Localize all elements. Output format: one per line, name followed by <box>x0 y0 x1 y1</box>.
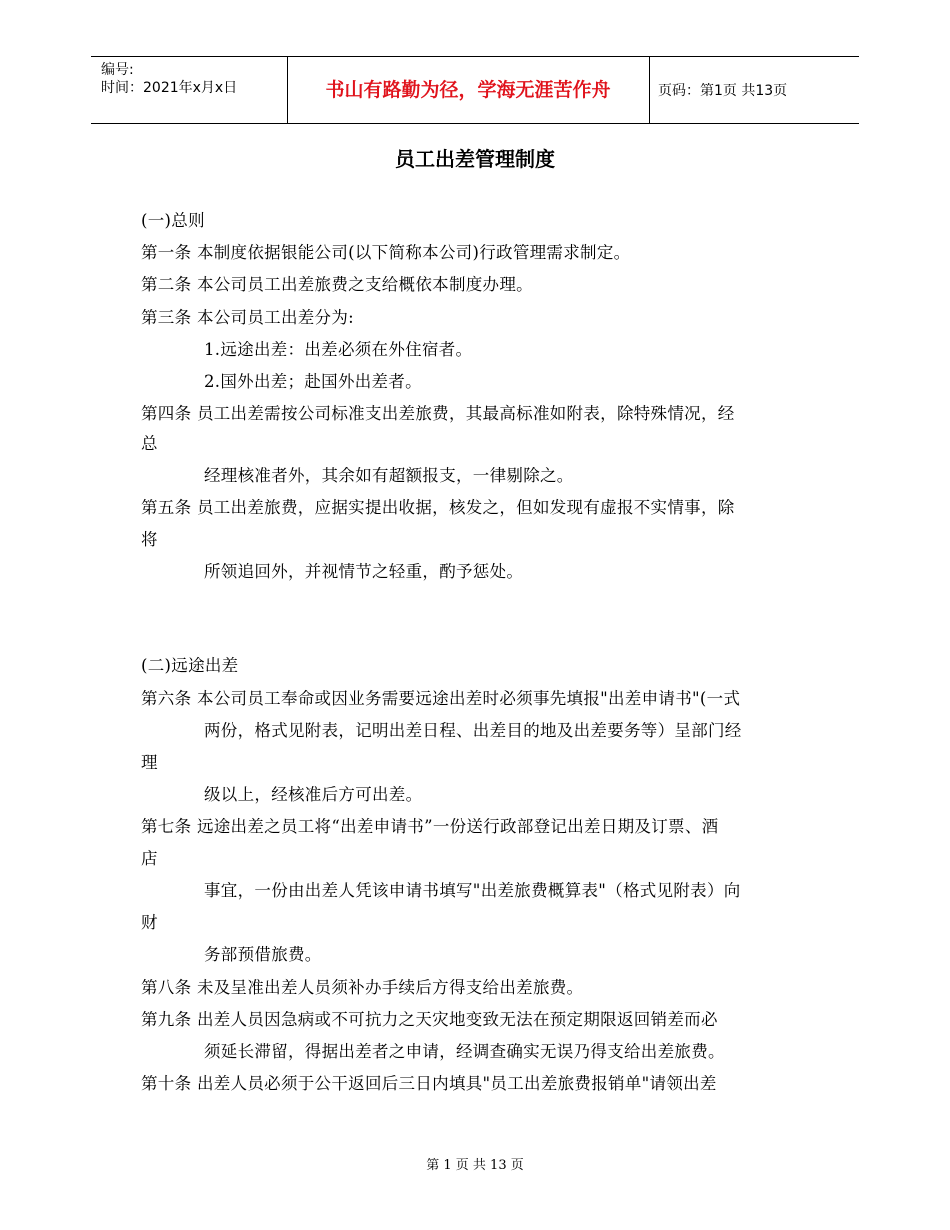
article-7-line-1: 第七条 远途出差之员工将“出差申请书”一份送行政部登记出差日期及订票、酒 <box>141 817 719 836</box>
header-page-cell <box>650 57 859 123</box>
article-6-line-1: 第六条 本公司员工奉命或因业务需要远途出差时必须事先填报"出差申请书"(一式 <box>141 689 741 708</box>
article-6-line-2: 两份，格式见附表，记明出差日程、出差目的地及出差要务等）呈部门经 <box>204 721 742 740</box>
section-heading-long-distance: (二)远途出差 <box>141 656 239 675</box>
document-title: 员工出差管理制度 <box>395 147 555 171</box>
article-7-wrap-2: 财 <box>141 913 158 932</box>
article-4-line-2: 经理核准者外，其余如有超额报支，一律剔除之。 <box>204 466 574 485</box>
page-header <box>91 56 859 124</box>
article-8: 第八条 未及呈准出差人员须补办手续后方得支给出差旅费。 <box>141 978 584 997</box>
article-4-wrap: 总 <box>141 434 158 453</box>
document-time-label: 时间：2021年x月x日 <box>101 80 238 96</box>
article-7-wrap-1: 店 <box>141 849 158 868</box>
document-number-label: 编号: <box>101 62 134 78</box>
article-5-line-2: 所领追回外，并视情节之轻重，酌予惩处。 <box>204 562 524 581</box>
article-3: 第三条 本公司员工出差分为: <box>141 308 355 327</box>
header-page-info: 页码：第1页 共13页 <box>658 83 788 99</box>
article-4-line-1: 第四条 员工出差需按公司标准支出差旅费，其最高标准如附表，除特殊情况，经 <box>141 404 735 423</box>
article-9-line-1: 第九条 出差人员因急病或不可抗力之天灾地变致无法在预定期限返回销差而必 <box>141 1010 718 1029</box>
article-7-line-2: 事宜，一份由出差人凭该申请书填写"出差旅费概算表"（格式见附表）向 <box>204 881 741 900</box>
article-1: 第一条 本制度依据银能公司(以下简称本公司)行政管理需求制定。 <box>141 243 631 262</box>
section-heading-general: (一)总则 <box>141 211 205 230</box>
article-5-wrap: 将 <box>141 530 158 549</box>
article-3-item-2: 2.国外出差；赴国外出差者。 <box>204 372 422 391</box>
page-footer: 第 1 页 共 13 页 <box>426 1158 524 1173</box>
article-10-line-1: 第十条 出差人员必须于公干返回后三日内填具"员工出差旅费报销单"请领出差 <box>141 1074 717 1093</box>
article-3-item-1: 1.远途出差：出差必须在外住宿者。 <box>204 340 473 359</box>
article-7-line-3: 务部预借旅费。 <box>204 945 322 964</box>
article-6-line-3: 级以上，经核准后方可出差。 <box>204 785 423 804</box>
article-6-wrap: 理 <box>141 753 158 772</box>
article-5-line-1: 第五条 员工出差旅费，应据实提出收据，核发之，但如发现有虚报不实情事，除 <box>141 498 735 517</box>
header-motto: 书山有路勤为径，学海无涯苦作舟 <box>325 79 611 101</box>
header-motto-cell <box>287 57 650 123</box>
header-meta-cell <box>91 57 288 123</box>
article-9-line-2: 须延长滞留，得据出差者之申请，经调查确实无误乃得支给出差旅费。 <box>204 1042 725 1061</box>
article-2: 第二条 本公司员工出差旅费之支给概依本制度办理。 <box>141 275 533 294</box>
